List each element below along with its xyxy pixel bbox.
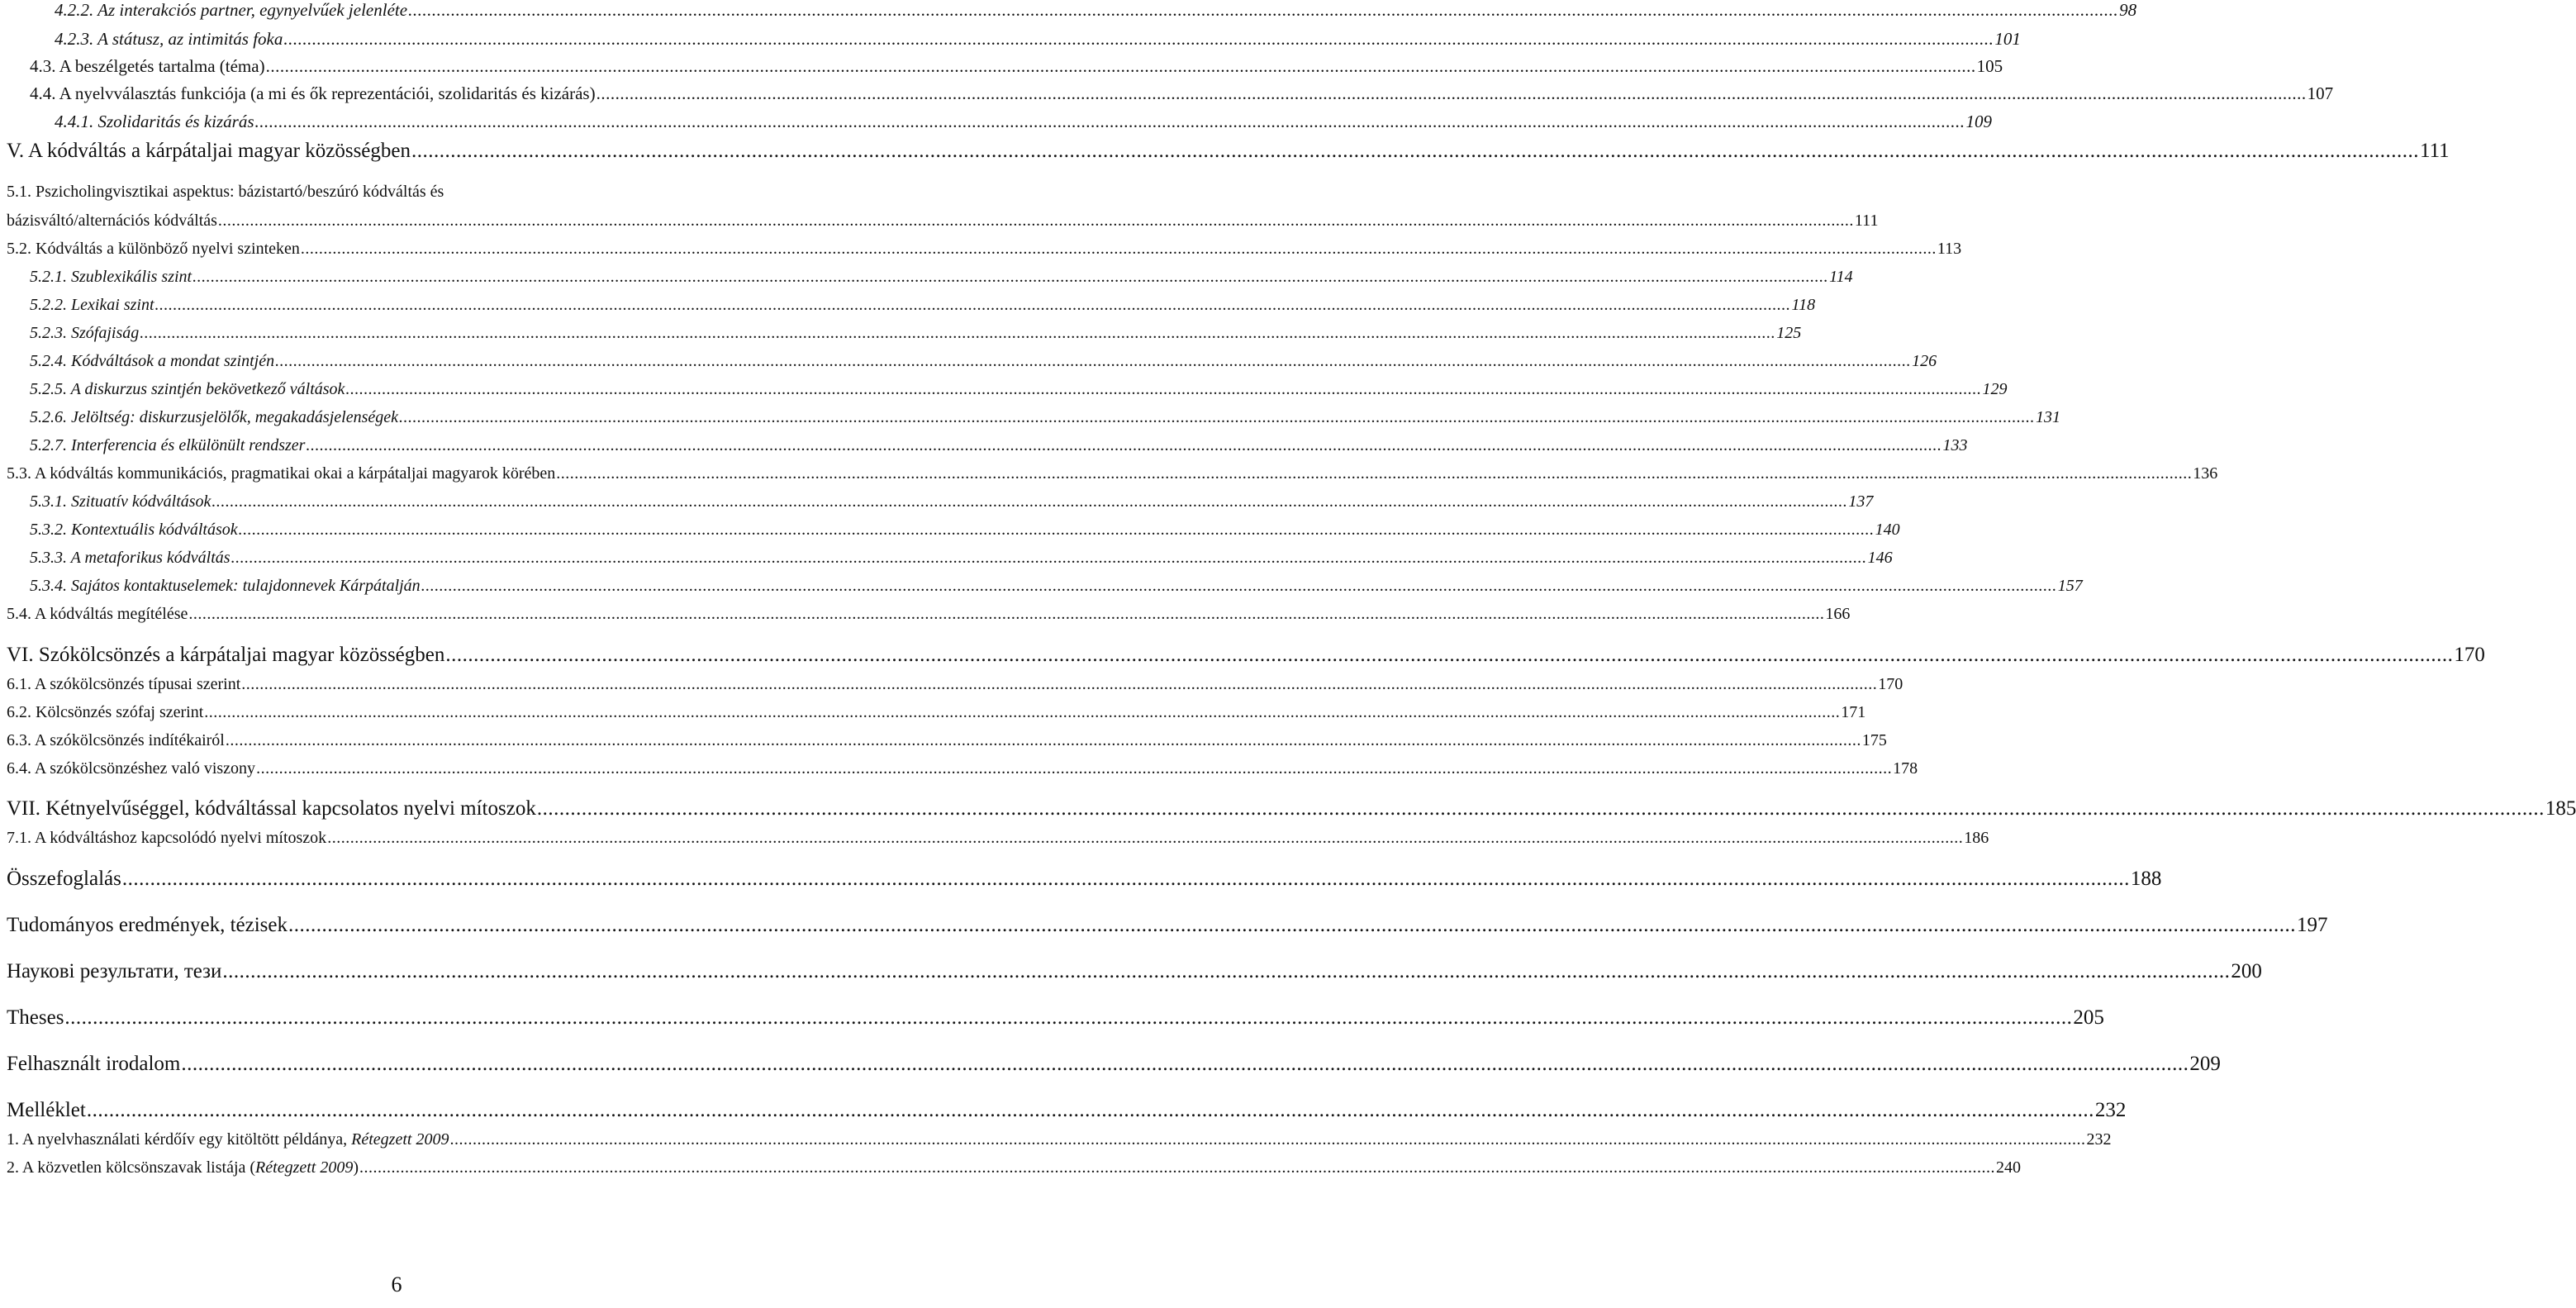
- toc-leader-dots: [222, 961, 2230, 982]
- toc-leader-dots: [211, 493, 1847, 510]
- toc-entry-title: 5.3. A kódváltás kommunikációs, pragmatikai okai a kárpátaljai magyarok körében: [7, 464, 556, 483]
- toc-entry-5-2-6[interactable]: [30, 408, 2060, 426]
- toc-page-number: 166: [1825, 605, 1851, 623]
- toc-leader-dots: [226, 732, 1861, 749]
- toc-entry-melleklet[interactable]: [7, 1099, 2127, 1121]
- toc-leader-dots: [181, 1054, 2189, 1074]
- toc-page-number: 170: [2454, 644, 2485, 666]
- toc-page-number: 205: [2073, 1006, 2104, 1029]
- toc-leader-dots: [231, 549, 1867, 566]
- toc-page-number: 240: [1996, 1158, 2022, 1177]
- toc-leader-dots: [449, 1131, 2085, 1148]
- toc-entry-theses[interactable]: [7, 1006, 2104, 1029]
- toc-entry-title: 5.2.3. Szófajiság: [30, 324, 140, 342]
- toc-page-number: 131: [2036, 408, 2060, 426]
- toc-leader-dots: [408, 2, 2118, 19]
- toc-leader-dots: [140, 325, 1775, 341]
- toc-entry-title-emphasis: Rétegzett 2009: [351, 1130, 449, 1149]
- toc-page-number: 146: [1867, 549, 1893, 567]
- toc-page-number: 105: [1976, 56, 2003, 76]
- toc-entry-5-3-3[interactable]: [30, 549, 1893, 567]
- toc-entry-title: bázisváltó/alternációs kódváltás: [7, 212, 217, 230]
- toc-entry-title: 5.2.7. Interferencia és elkülönült rendszer: [30, 436, 306, 454]
- toc-entry-4-4-1[interactable]: [55, 112, 1993, 131]
- toc-entry-title: VII. Kétnyelvűséggel, kódváltással kapcsolatos nyelvi mítoszok: [7, 797, 536, 820]
- toc-entry-title-emphasis: Rétegzett 2009: [255, 1158, 354, 1177]
- toc-entry-6-1[interactable]: [7, 675, 1903, 693]
- toc-leader-dots: [122, 868, 2130, 889]
- toc-page-number: 232: [2086, 1130, 2112, 1149]
- toc-entry-tudomanyos-eredmenyek[interactable]: [7, 914, 2328, 936]
- toc-leader-dots: [399, 409, 2035, 426]
- toc-chapter-vii[interactable]: [7, 797, 2576, 820]
- toc-leader-dots: [204, 704, 1840, 721]
- toc-leader-dots: [327, 830, 1963, 846]
- toc-leader-dots: [345, 381, 1981, 397]
- toc-entry-title: [7, 1159, 359, 1176]
- toc-page-number: 175: [1861, 731, 1887, 749]
- toc-leader-dots: [275, 353, 1911, 369]
- toc-entry-6-3[interactable]: [7, 731, 1887, 749]
- toc-entry-appendix-2[interactable]: [7, 1158, 2022, 1177]
- toc-entry-5-2-7[interactable]: [30, 436, 1968, 454]
- toc-leader-dots: [218, 212, 1854, 229]
- toc-chapter-v[interactable]: [7, 140, 2450, 162]
- toc-entry-5-2-5[interactable]: [30, 380, 2008, 398]
- toc-page-number: 111: [1854, 212, 1879, 230]
- toc-entry-title: 5.2.2. Lexikai szint: [30, 296, 154, 314]
- toc-entry-title: V. A kódváltás a kárpátaljai magyar közösségben: [7, 140, 411, 162]
- toc-entry-title: 7.1. A kódváltáshoz kapcsolódó nyelvi mítoszok: [7, 829, 327, 847]
- toc-entry-4-3[interactable]: [30, 56, 2003, 76]
- toc-page-number: 129: [1982, 380, 2008, 398]
- toc-entry-title: 4.3. A beszélgetés tartalma (téma): [30, 56, 265, 76]
- toc-entry-title: 4.4.1. Szolidaritás és kizárás: [55, 112, 254, 131]
- toc-leader-dots: [556, 465, 2192, 482]
- toc-leader-dots: [256, 760, 1892, 777]
- toc-entry-felhasznalt-irodalom[interactable]: [7, 1053, 2221, 1075]
- toc-page-number: 170: [1878, 675, 1903, 693]
- toc-page-number: 111: [2420, 140, 2450, 162]
- toc-entry-5-1-first-line: 5.1. Pszicholingvisztikai aspektus: bázistartó/beszúró kódváltás és: [7, 183, 444, 201]
- page-number: 6: [391, 1272, 402, 1296]
- toc-entry-title: Tudományos eredmények, tézisek: [7, 914, 288, 936]
- toc-entry-title: 6.3. A szókölcsönzés indítékairól: [7, 731, 225, 749]
- toc-entry-4-2-3[interactable]: [55, 29, 2021, 49]
- toc-entry-title: 5.2.6. Jelöltség: diskurzusjelölők, megakadásjelenségek: [30, 408, 398, 426]
- toc-entry-6-2[interactable]: [7, 703, 1866, 721]
- toc-entry-5-3-1[interactable]: [30, 492, 1874, 511]
- toc-leader-dots: [359, 1159, 1995, 1176]
- toc-leader-dots: [537, 798, 2545, 819]
- toc-page-number: 197: [2296, 914, 2328, 936]
- toc-entry-title: Наукові результати, тези: [7, 960, 222, 982]
- toc-entry-5-3[interactable]: [7, 464, 2218, 483]
- toc-entry-6-4[interactable]: [7, 759, 1918, 778]
- toc-page-number: 232: [2094, 1099, 2127, 1121]
- toc-entry-4-2-2[interactable]: [55, 0, 2137, 20]
- toc-leader-dots: [301, 240, 1937, 257]
- toc-leader-dots: [155, 297, 1791, 313]
- toc-entry-title-prefix: 1. A nyelvhasználati kérdőív egy kitöltött példánya,: [7, 1130, 352, 1149]
- toc-entry-5-2-4[interactable]: [30, 352, 1937, 370]
- toc-leader-dots: [241, 676, 1877, 692]
- toc-entry-5-4[interactable]: [7, 605, 1851, 623]
- toc-leader-dots: [306, 437, 1942, 454]
- toc-entry-title: Felhasznált irodalom: [7, 1053, 181, 1075]
- toc-chapter-vi[interactable]: [7, 644, 2485, 666]
- toc-entry-5-2[interactable]: [7, 240, 1962, 258]
- toc-entry-5-1[interactable]: [7, 212, 1879, 230]
- toc-page-number: 109: [1965, 112, 1993, 131]
- toc-leader-dots: [445, 644, 2453, 665]
- toc-entry-title: 5.2.4. Kódváltások a mondat szintjén: [30, 352, 275, 370]
- toc-page-number: 113: [1937, 240, 1962, 258]
- toc-entry-title: 6.1. A szókölcsönzés típusai szerint: [7, 675, 241, 693]
- toc-leader-dots: [266, 58, 1976, 75]
- toc-page-number: 137: [1848, 492, 1874, 511]
- toc-entry-title: Melléklet: [7, 1099, 86, 1121]
- toc-entry-5-3-4[interactable]: [30, 577, 2083, 595]
- toc-entry-title: 5.2.5. A diskurzus szintjén bekövetkező váltások: [30, 380, 345, 398]
- toc-entry-title: Theses: [7, 1006, 64, 1029]
- toc-entry-title: [7, 1131, 449, 1148]
- toc-entry-title: 4.4. A nyelvválasztás funkciója (a mi és ők reprezentációi, szolidaritás és kizárás): [30, 83, 596, 103]
- toc-page-number: 118: [1791, 296, 1816, 314]
- toc-leader-dots: [411, 140, 2419, 161]
- toc-entry-title: 5.3.4. Sajátos kontaktuselemek: tulajdonnevek Kárpátalján: [30, 577, 421, 595]
- toc-entry-title: 5.2.1. Szublexikális szint: [30, 268, 192, 286]
- toc-page-number: 186: [1964, 829, 1989, 847]
- toc-leader-dots: [239, 521, 1875, 538]
- toc-leader-dots: [64, 1007, 2072, 1028]
- toc-page-number: 125: [1776, 324, 1802, 342]
- toc-page-number: 140: [1875, 521, 1900, 539]
- toc-entry-title: Összefoglalás: [7, 868, 121, 890]
- toc-page-number: 209: [2189, 1053, 2221, 1075]
- toc-page-number: 178: [1893, 759, 1918, 778]
- toc-entry-title: 4.2.2. Az interakciós partner, egynyelvűek jelenléte: [55, 0, 408, 20]
- toc-entry-title: 5.3.1. Szituatív kódváltások: [30, 492, 211, 511]
- toc-page-number: 185: [2545, 797, 2576, 820]
- toc-page-number: 133: [1942, 436, 1968, 454]
- toc-leader-dots: [192, 269, 1828, 285]
- toc-leader-dots: [87, 1100, 2094, 1120]
- toc-entry-title: VI. Szókölcsönzés a kárpátaljai magyar közösségben: [7, 644, 445, 666]
- toc-leader-dots: [421, 578, 2057, 594]
- toc-entry-5-2-2[interactable]: [30, 296, 1816, 314]
- toc-leader-dots: [288, 915, 2296, 935]
- toc-entry-title-prefix: 2. A közvetlen kölcsönszavak listája (: [7, 1158, 256, 1177]
- toc-entry-naukovi-rezultaty[interactable]: [7, 960, 2262, 982]
- toc-page-number: 171: [1841, 703, 1866, 721]
- toc-entry-title: 6.2. Kölcsönzés szófaj szerint: [7, 703, 204, 721]
- toc-entry-title: 5.3.2. Kontextuális kódváltások: [30, 521, 238, 539]
- toc-entry-5-3-2[interactable]: [30, 521, 1900, 539]
- toc-entry-5-2-3[interactable]: [30, 324, 1802, 342]
- toc-entry-4-4[interactable]: [30, 83, 2334, 103]
- toc-entry-title: 5.4. A kódváltás megítélése: [7, 605, 188, 623]
- toc-entry-title: 5.3.3. A metaforikus kódváltás: [30, 549, 231, 567]
- toc-page-number: 101: [1994, 29, 2021, 49]
- toc-page-number: 107: [2307, 83, 2334, 103]
- toc-page-number: 114: [1829, 268, 1853, 286]
- toc-page-number: 98: [2119, 0, 2137, 20]
- toc-entry-5-2-1[interactable]: [30, 268, 1853, 286]
- toc-entry-title: 6.4. A szókölcsönzéshez való viszony: [7, 759, 256, 778]
- toc-leader-dots: [188, 606, 1824, 622]
- toc-entry-appendix-1[interactable]: [7, 1130, 2112, 1149]
- toc-entry-title: 5.2. Kódváltás a különböző nyelvi szinteken: [7, 240, 300, 258]
- toc-entry-7-1[interactable]: [7, 829, 1989, 847]
- toc-page-number: 126: [1912, 352, 1937, 370]
- toc-leader-dots: [283, 31, 1994, 48]
- toc-leader-dots: [255, 113, 1965, 131]
- toc-entry-osszefoglalas[interactable]: [7, 868, 2162, 890]
- toc-entry-title: 4.2.3. A státusz, az intimitás foka: [55, 29, 283, 49]
- toc-page-number: 200: [2231, 960, 2262, 982]
- toc-page-number: 157: [2057, 577, 2083, 595]
- toc-leader-dots: [596, 85, 2307, 102]
- toc-page-number: 136: [2193, 464, 2218, 483]
- toc-entry-title-suffix: ): [353, 1158, 359, 1177]
- toc-page-number: 188: [2130, 868, 2162, 890]
